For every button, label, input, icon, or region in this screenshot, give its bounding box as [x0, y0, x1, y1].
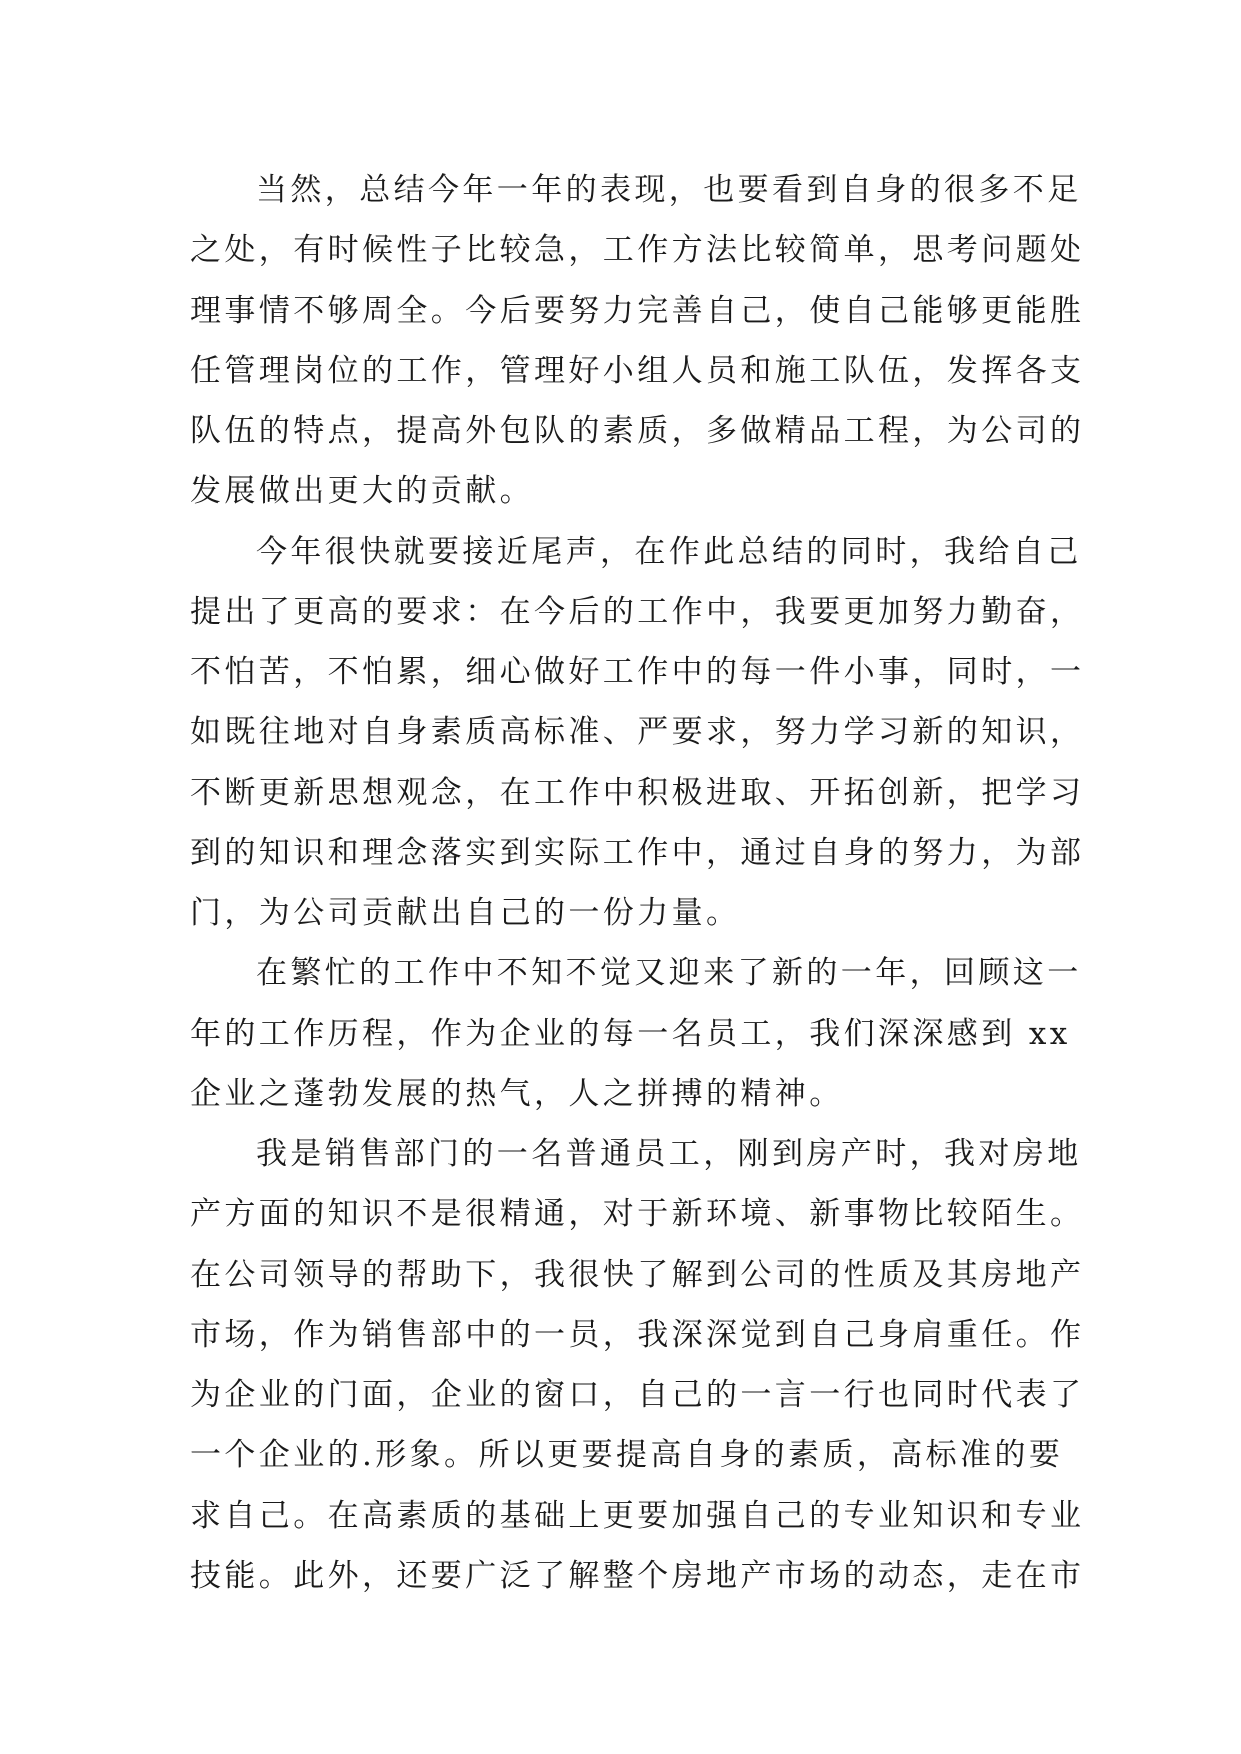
paragraph-line: 在繁忙的工作中不知不觉又迎来了新的一年，回顾这一	[256, 955, 1082, 992]
paragraph-line: 产方面的知识不是很精通，对于新环境、新事物比较陌生。	[190, 1196, 1085, 1233]
paragraph-line: 不怕苦，不怕累，细心做好工作中的每一件小事，同时，一	[190, 654, 1085, 690]
paragraph-line: 年的工作历程，作为企业的每一名员工，我们深深感到 xx	[190, 1015, 1071, 1052]
paragraph-line: 技能。此外，还要广泛了解整个房地产市场的动态，走在市	[190, 1557, 1085, 1594]
paragraph-line: 一个企业的.形象。所以更要提高自身的素质，高标准的要	[190, 1437, 1064, 1474]
paragraph-line: 今年很快就要接近尾声，在作此总结的同时，我给自己	[256, 533, 1082, 570]
paragraph-1	[190, 160, 1085, 522]
document-body	[190, 160, 1085, 1606]
paragraph-line: 我是销售部门的一名普通员工，刚到房产时，我对房地	[256, 1136, 1082, 1172]
paragraph-line: 当然，总结今年一年的表现，也要看到自身的很多不足	[256, 172, 1082, 208]
paragraph-line: 队伍的特点，提高外包队的素质，多做精品工程，为公司的	[190, 413, 1085, 449]
paragraph-line: 为企业的门面，企业的窗口，自己的一言一行也同时代表了	[190, 1377, 1085, 1413]
paragraph-line: 市场，作为销售部中的一员，我深深觉到自己身肩重任。作	[190, 1316, 1085, 1353]
paragraph-line: 理事情不够周全。今后要努力完善自己，使自己能够更能胜	[190, 292, 1085, 329]
paragraph-line: 任管理岗位的工作，管理好小组人员和施工队伍，发挥各支	[190, 352, 1085, 389]
paragraph-line: 企业之蓬勃发展的热气，人之拼搏的精神。	[190, 1075, 844, 1112]
paragraph-4	[190, 1124, 1085, 1606]
paragraph-line: 在公司领导的帮助下，我很快了解到公司的性质及其房地产	[190, 1256, 1085, 1293]
paragraph-line: 如既往地对自身素质高标准、严要求，努力学习新的知识，	[190, 714, 1085, 751]
paragraph-line: 到的知识和理念落实到实际工作中，通过自身的努力，为部	[190, 834, 1085, 871]
paragraph-line: 不断更新思想观念，在工作中积极进取、开拓创新，把学习	[190, 774, 1085, 811]
paragraph-line: 求自己。在高素质的基础上更要加强自己的专业知识和专业	[190, 1497, 1085, 1534]
paragraph-3	[190, 943, 1082, 1124]
paragraph-line: 提出了更高的要求：在今后的工作中，我要更加努力勤奋，	[190, 593, 1085, 630]
paragraph-2	[190, 522, 1085, 944]
paragraph-line: 门，为公司贡献出自己的一份力量。	[190, 895, 741, 931]
paragraph-line: 发展做出更大的贡献。	[190, 473, 534, 510]
paragraph-line: 之处，有时候性子比较急，工作方法比较简单，思考问题处	[190, 232, 1085, 269]
